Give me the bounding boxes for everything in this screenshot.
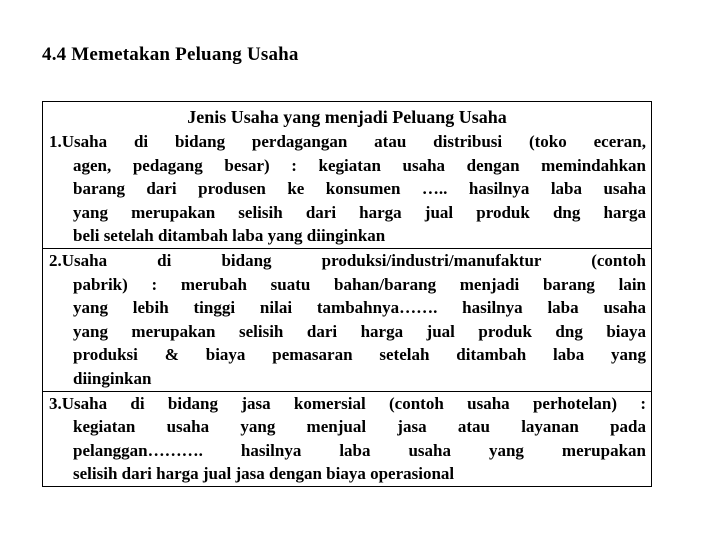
item-line: agen, pedagang besar) : kegiatan usaha dengan memindahkan bbox=[73, 155, 646, 175]
item-line: yang merupakan selisih dari harga jual produk dng harga bbox=[73, 202, 646, 222]
box-header: Jenis Usaha yang menjadi Peluang Usaha bbox=[187, 107, 507, 127]
item-line: 1.Usaha di bidang perdagangan atau distribusi (toko eceran, bbox=[49, 132, 646, 151]
item-line: 2.Usaha di bidang produksi/industri/manufaktur (contoh bbox=[49, 250, 646, 270]
section-title: 4.4 Memetakan Peluang Usaha bbox=[42, 44, 299, 65]
item-line: beli setelah ditambah laba yang diinginkan bbox=[73, 226, 386, 246]
item-line: pabrik) : merubah suatu bahan/barang menjadi barang lain bbox=[73, 274, 646, 294]
item-line: selisih dari harga jual jasa dengan biaya operasional bbox=[73, 464, 455, 484]
business-types-box bbox=[42, 101, 652, 487]
item-line: 3.Usaha di bidang jasa komersial (contoh usaha perhotelan) : bbox=[49, 393, 646, 413]
item-line: kegiatan usaha yang menjual jasa atau layanan pada bbox=[73, 417, 646, 437]
item-line: pelanggan………. hasilnya laba usaha yang merupakan bbox=[73, 440, 646, 460]
item-line: produksi & biaya pemasaran setelah ditambah laba yang bbox=[73, 345, 646, 365]
item-line: yang merupakan selisih dari harga jual produk dng biaya bbox=[73, 321, 646, 341]
item-line: yang lebih tinggi nilai tambahnya……. hasilnya laba usaha bbox=[73, 298, 646, 318]
business-type-production bbox=[43, 248, 651, 391]
item-line: diinginkan bbox=[73, 368, 152, 388]
business-type-services bbox=[43, 391, 651, 486]
item-line: barang dari produsen ke konsumen ….. hasilnya laba usaha bbox=[73, 179, 646, 199]
business-type-trade bbox=[43, 130, 651, 248]
